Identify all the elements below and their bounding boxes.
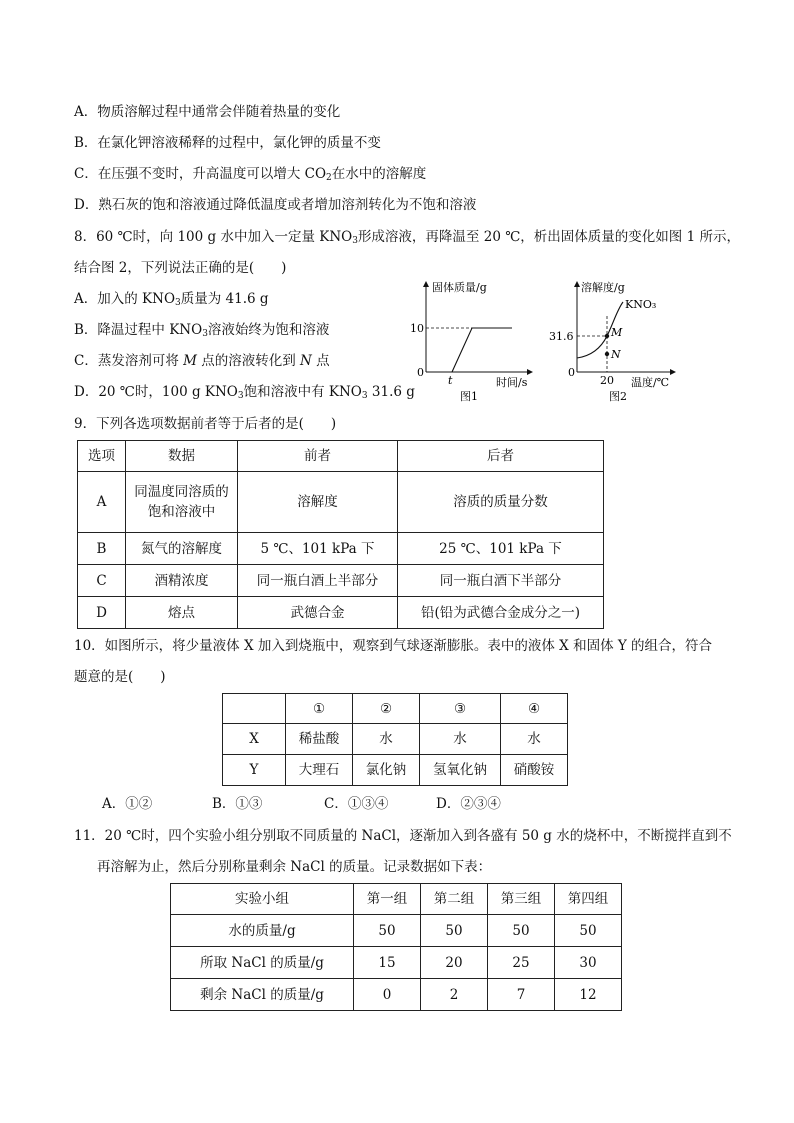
- table-cell: B: [78, 533, 126, 565]
- table-cell: 武德合金: [238, 597, 398, 629]
- table-cell: 第一组: [354, 884, 421, 915]
- q9-header-data: 数据: [126, 441, 238, 472]
- table-row: [171, 947, 622, 979]
- q10-stem-line1: 10．如图所示，将少量液体 X 加入到烧瓶中，观察到气球逐渐膨胀。表中的液体 X 和固体 Y 的组合，符合: [74, 638, 713, 654]
- table-row: [78, 441, 604, 472]
- fig2-x-label: 温度/℃: [631, 376, 670, 389]
- figure-2-solubility-chart: [543, 276, 678, 404]
- q9-table: [77, 440, 604, 629]
- table-cell: D: [78, 597, 126, 629]
- q8-option-c: C．蒸发溶剂可将 M 点的溶液转化到 N 点: [74, 353, 330, 369]
- table-cell: 水: [353, 724, 420, 755]
- table-cell: 同一瓶白酒下半部分: [398, 565, 604, 597]
- fig2-y-tick: 31.6: [549, 330, 574, 343]
- table-row: [171, 979, 622, 1011]
- fig1-caption: 图1: [460, 390, 478, 403]
- table-cell: 剩余 NaCl 的质量/g: [171, 979, 354, 1011]
- q11-stem-line2: 再溶解为止，然后分别称量剩余 NaCl 的质量。记录数据如下表：: [97, 859, 492, 875]
- q10-option-c: C．①③④: [324, 796, 389, 812]
- q7-option-a: A．物质溶解过程中通常会伴随着热量的变化: [74, 104, 341, 120]
- table-cell: 熔点: [126, 597, 238, 629]
- table-cell: 同一瓶白酒上半部分: [238, 565, 398, 597]
- table-cell: 实验小组: [171, 884, 354, 915]
- q7-option-b: B．在氯化钾溶液稀释的过程中，氯化钾的质量不变: [74, 135, 381, 151]
- table-cell: 第三组: [488, 884, 555, 915]
- table-cell: Y: [223, 755, 286, 786]
- q9-header-option: 选项: [78, 441, 126, 472]
- table-cell: 稀盐酸: [286, 724, 353, 755]
- table-cell: 50: [555, 915, 622, 947]
- fig2-point-m: [605, 334, 609, 338]
- q8-stem-line1: 8．60 ℃时，向 100 g 水中加入一定量 $KNO_3$形成溶液，再降温至 20 ℃，析出固体质量的变化如图 1 所示，: [74, 229, 740, 246]
- table-cell: 氯化钠: [353, 755, 420, 786]
- table-cell: A: [78, 472, 126, 533]
- table-row: [78, 565, 604, 597]
- table-row: [223, 755, 568, 786]
- table-cell: 30: [555, 947, 622, 979]
- q11-table: [170, 883, 622, 1011]
- figure-1-solid-mass-chart: [400, 276, 535, 404]
- table-cell: 5 ℃、101 kPa 下: [238, 533, 398, 565]
- fig1-x-label: 时间/s: [496, 376, 528, 389]
- table-cell: 20: [421, 947, 488, 979]
- fig2-origin: 0: [568, 366, 575, 379]
- table-row: [78, 533, 604, 565]
- table-cell: 第四组: [555, 884, 622, 915]
- table-row: [223, 694, 568, 724]
- table-cell: 15: [354, 947, 421, 979]
- table-cell: 50: [488, 915, 555, 947]
- table-row: [223, 724, 568, 755]
- table-cell: 0: [354, 979, 421, 1011]
- table-cell: X: [223, 724, 286, 755]
- table-cell: 氮气的溶解度: [126, 533, 238, 565]
- fig1-x-tick: t: [448, 374, 453, 387]
- fig2-curve-label: KNO₃: [625, 298, 657, 311]
- table-cell: 12: [555, 979, 622, 1011]
- q8-option-a: A．加入的 $KNO_3$质量为 41.6 g: [74, 291, 269, 308]
- table-cell: 水: [420, 724, 501, 755]
- table-cell: ③: [420, 694, 501, 724]
- table-row: [171, 915, 622, 947]
- table-cell: 同温度同溶质的 饱和溶液中: [126, 472, 238, 533]
- table-cell: ②: [353, 694, 420, 724]
- q9-header-former: 前者: [238, 441, 398, 472]
- fig2-point-m-label: M: [611, 326, 623, 339]
- table-cell: 第二组: [421, 884, 488, 915]
- q9-header-latter: 后者: [398, 441, 604, 472]
- table-cell: 所取 NaCl 的质量/g: [171, 947, 354, 979]
- q10-option-d: D．②③④: [436, 796, 501, 812]
- table-row: [171, 884, 622, 915]
- table-row: [78, 597, 604, 629]
- table-cell: 硝酸铵: [501, 755, 568, 786]
- table-cell: ①: [286, 694, 353, 724]
- table-cell: 溶解度: [238, 472, 398, 533]
- fig2-y-label: 溶解度/g: [581, 281, 625, 294]
- table-cell: 水: [501, 724, 568, 755]
- q8-option-b: B．降温过程中 $KNO_3$溶液始终为饱和溶液: [74, 322, 330, 339]
- q11-stem-line1: 11．20 ℃时，四个实验小组分别取不同质量的 NaCl，逐渐加入到各盛有 50 g 水的烧杯中，不断搅拌直到不: [74, 828, 732, 844]
- q10-option-b: B．①③: [212, 796, 263, 812]
- table-cell: 25: [488, 947, 555, 979]
- table-cell: ④: [501, 694, 568, 724]
- table-cell: 铅(铅为武德合金成分之一): [398, 597, 604, 629]
- q8-stem-line2: 结合图 2，下列说法正确的是( ): [74, 260, 287, 276]
- table-cell: 氢氧化钠: [420, 755, 501, 786]
- q10-table: [222, 693, 568, 786]
- fig2-caption: 图2: [609, 390, 627, 403]
- table-cell: 25 ℃、101 kPa 下: [398, 533, 604, 565]
- q7-option-c: C．在压强不变时，升高温度可以增大 $CO_2$在水中的溶解度: [74, 166, 427, 183]
- table-cell: 2: [421, 979, 488, 1011]
- q10-option-a: A．①②: [102, 796, 153, 812]
- table-cell: C: [78, 565, 126, 597]
- table-cell: 溶质的质量分数: [398, 472, 604, 533]
- fig1-y-label: 固体质量/g: [432, 281, 487, 294]
- fig1-y-tick: 10: [410, 322, 424, 335]
- q9-stem: 9．下列各选项数据前者等于后者的是( ): [74, 416, 337, 432]
- table-cell: 水的质量/g: [171, 915, 354, 947]
- q8-option-d: D．20 ℃时，100 g $KNO_3$饱和溶液中有 $KNO_3$ 31.6 g: [74, 384, 415, 401]
- fig1-mass-line: [452, 328, 512, 372]
- q7-option-d: D．熟石灰的饱和溶液通过降低温度或者增加溶剂转化为不饱和溶液: [74, 197, 477, 213]
- table-row: [78, 472, 604, 533]
- fig2-point-n: [605, 352, 609, 356]
- fig1-origin: 0: [417, 366, 424, 379]
- fig2-point-n-label: N: [611, 348, 621, 361]
- table-cell: 50: [354, 915, 421, 947]
- table-cell: 酒精浓度: [126, 565, 238, 597]
- q10-stem-line2: 题意的是( ): [74, 669, 166, 685]
- table-cell: 50: [421, 915, 488, 947]
- table-cell: [223, 694, 286, 724]
- table-cell: 大理石: [286, 755, 353, 786]
- fig2-x-tick: 20: [600, 374, 614, 387]
- table-cell: 7: [488, 979, 555, 1011]
